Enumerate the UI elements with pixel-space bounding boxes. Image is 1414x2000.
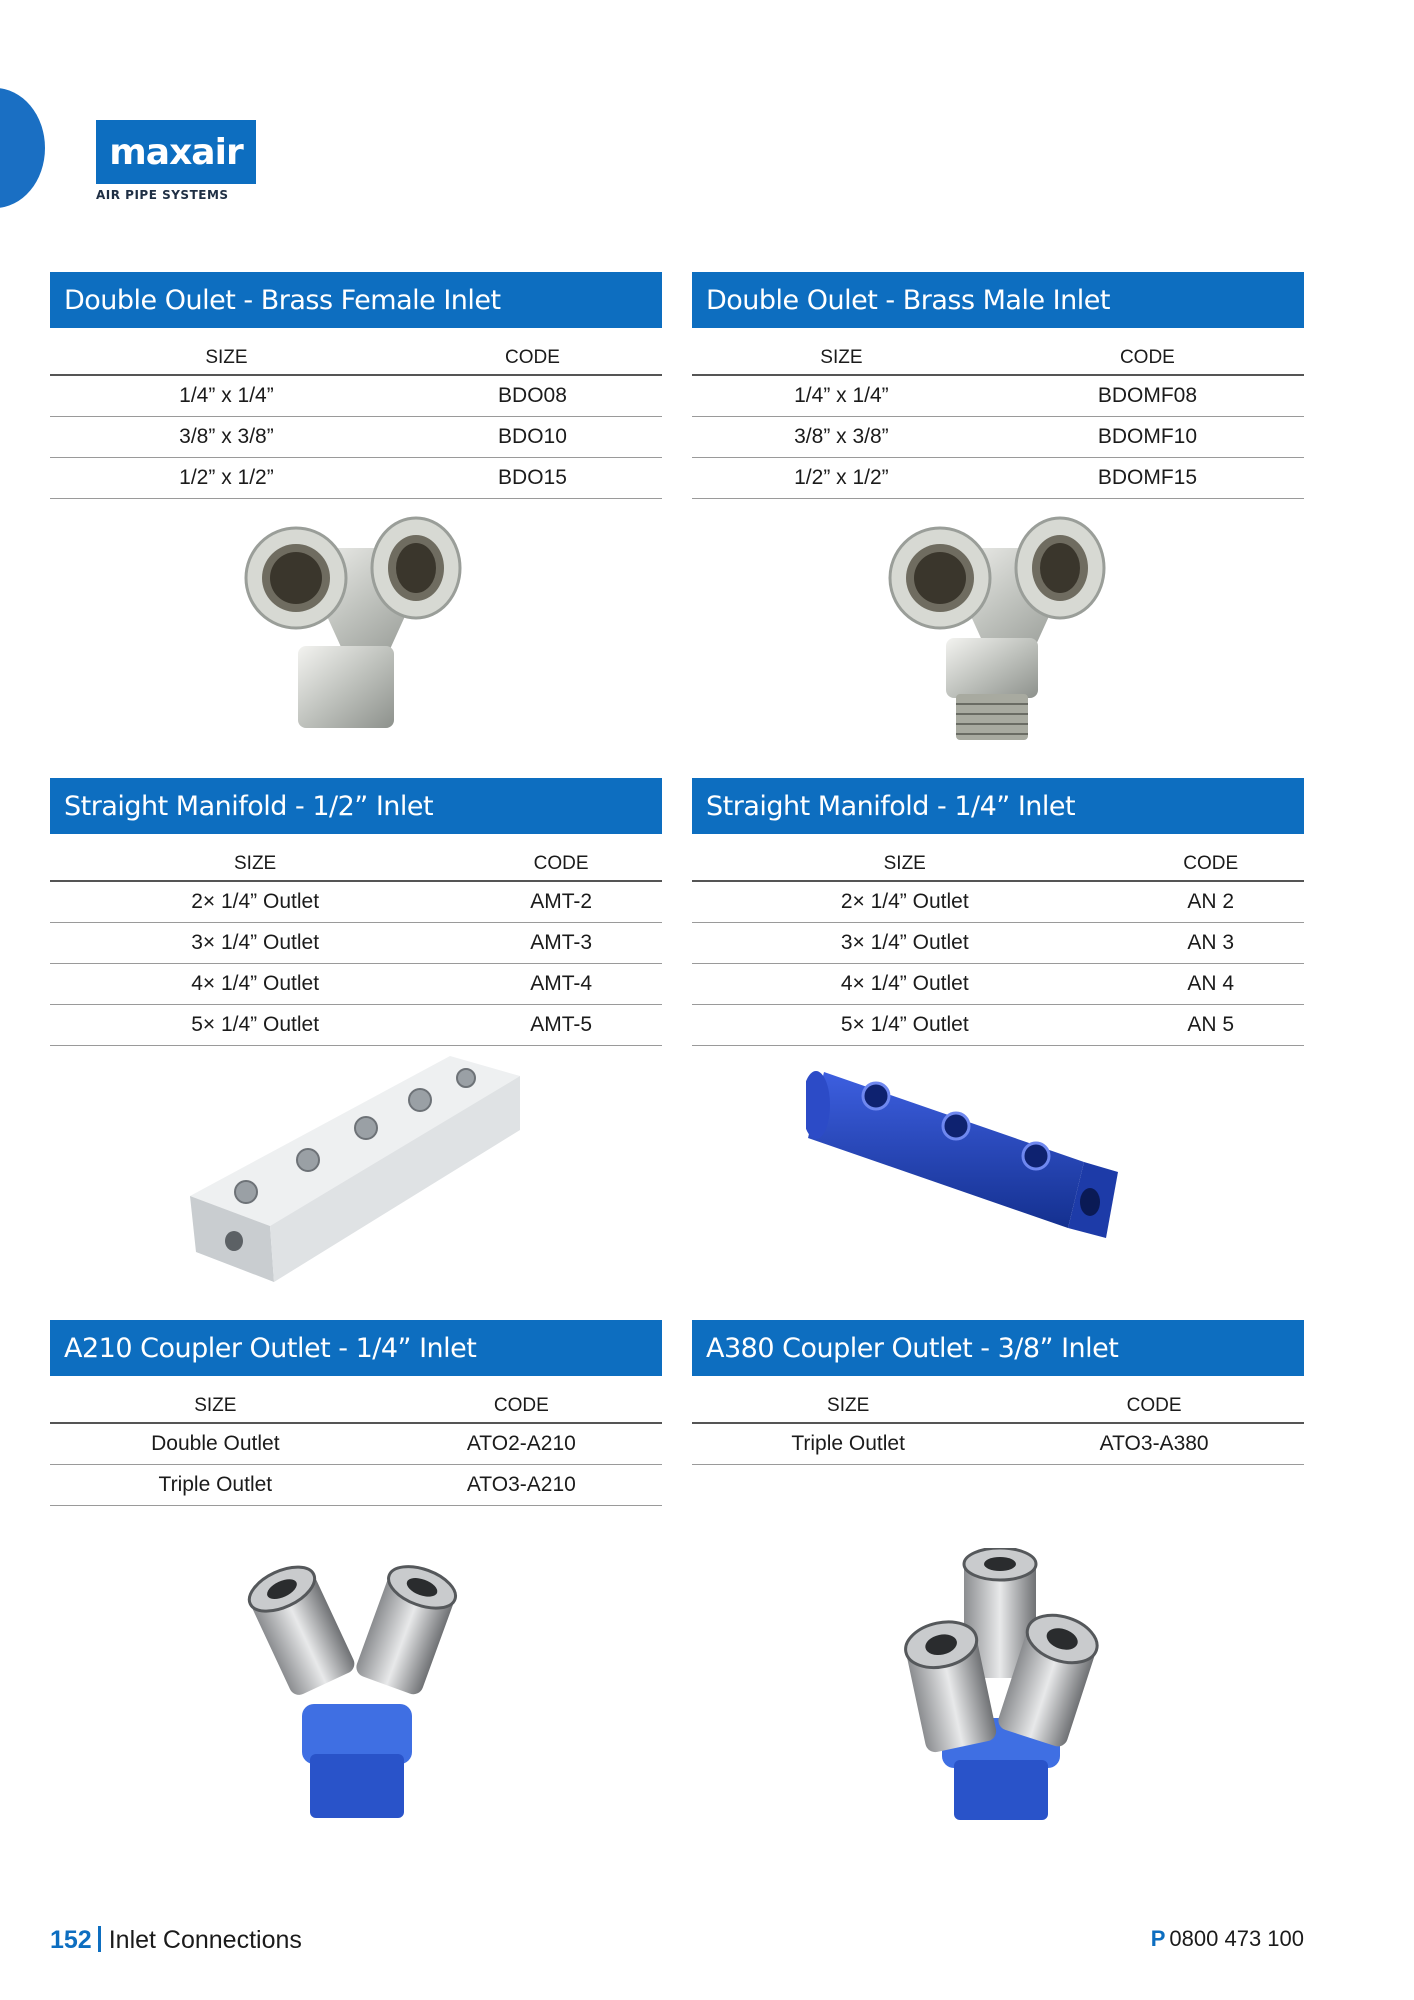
size-column-header: SIZE (50, 1390, 381, 1423)
size-cell: 3× 1/4” Outlet (50, 923, 460, 964)
size-cell: 1/2” x 1/2” (692, 458, 991, 499)
table-row (50, 923, 662, 964)
aluminium-straight-manifold-image (190, 1056, 530, 1286)
product-table (50, 342, 662, 499)
page-tab-marker (0, 88, 45, 208)
code-cell: BDO15 (403, 458, 662, 499)
code-column-header: CODE (1117, 848, 1304, 881)
table-header-row (50, 848, 662, 881)
section-a380-coupler-outlet (692, 1320, 1304, 1465)
phone-prefix: P (1150, 1926, 1166, 1951)
code-cell: BDOMF08 (991, 375, 1304, 417)
section-title: Straight Manifold - 1/2” Inlet (50, 778, 662, 834)
table-header-row (50, 342, 662, 375)
code-cell: AN 4 (1117, 964, 1304, 1005)
section-double-outlet-female (50, 272, 662, 499)
a210-double-coupler-image (244, 1564, 474, 1824)
table-header-row (692, 848, 1304, 881)
size-cell: 3× 1/4” Outlet (692, 923, 1117, 964)
table-header-row (692, 342, 1304, 375)
table-row (692, 923, 1304, 964)
brand-tagline: AIR PIPE SYSTEMS (96, 188, 229, 202)
size-column-header: SIZE (50, 848, 460, 881)
code-cell: AN 2 (1117, 881, 1304, 923)
section-straight-manifold-quarter-inch (692, 778, 1304, 1046)
size-cell: 1/4” x 1/4” (50, 375, 403, 417)
size-cell: 3/8” x 3/8” (692, 417, 991, 458)
code-cell: AMT-4 (460, 964, 662, 1005)
brass-y-fitting-female-image (236, 508, 476, 738)
size-column-header: SIZE (50, 342, 403, 375)
code-column-header: CODE (403, 342, 662, 375)
table-row (692, 458, 1304, 499)
product-table (692, 1390, 1304, 1465)
table-row (692, 1005, 1304, 1046)
page-footer-right (1151, 1926, 1304, 1952)
size-cell: 1/4” x 1/4” (692, 375, 991, 417)
code-column-header: CODE (1004, 1390, 1304, 1423)
size-cell: 2× 1/4” Outlet (692, 881, 1117, 923)
table-row (50, 1005, 662, 1046)
section-title: A210 Coupler Outlet - 1/4” Inlet (50, 1320, 662, 1376)
code-cell: ATO3-A210 (381, 1465, 662, 1506)
section-double-outlet-male (692, 272, 1304, 499)
size-cell: Triple Outlet (692, 1423, 1004, 1465)
table-row (50, 375, 662, 417)
table-row (50, 417, 662, 458)
table-row (692, 417, 1304, 458)
table-row (50, 881, 662, 923)
code-column-header: CODE (991, 342, 1304, 375)
table-row (692, 1423, 1304, 1465)
size-column-header: SIZE (692, 342, 991, 375)
table-row (50, 964, 662, 1005)
code-column-header: CODE (381, 1390, 662, 1423)
table-row (692, 881, 1304, 923)
brass-y-fitting-male-image (880, 508, 1120, 748)
product-table (50, 848, 662, 1046)
section-title: A380 Coupler Outlet - 3/8” Inlet (692, 1320, 1304, 1376)
table-row (50, 1465, 662, 1506)
footer-divider (98, 1926, 101, 1952)
size-cell: 5× 1/4” Outlet (50, 1005, 460, 1046)
size-cell: 3/8” x 3/8” (50, 417, 403, 458)
code-cell: AN 3 (1117, 923, 1304, 964)
section-title: Double Oulet - Brass Male Inlet (692, 272, 1304, 328)
section-name: Inlet Connections (108, 1926, 302, 1954)
code-cell: ATO2-A210 (381, 1423, 662, 1465)
size-cell: 2× 1/4” Outlet (50, 881, 460, 923)
blue-straight-manifold-image (806, 1062, 1126, 1242)
size-cell: Triple Outlet (50, 1465, 381, 1506)
size-cell: Double Outlet (50, 1423, 381, 1465)
page-footer-left (50, 1926, 302, 1955)
size-cell: 1/2” x 1/2” (50, 458, 403, 499)
section-title: Straight Manifold - 1/4” Inlet (692, 778, 1304, 834)
section-straight-manifold-half-inch (50, 778, 662, 1046)
page-number: 152 (50, 1926, 92, 1954)
code-cell: BDOMF10 (991, 417, 1304, 458)
a380-triple-coupler-image (896, 1548, 1116, 1828)
size-column-header: SIZE (692, 1390, 1004, 1423)
brand-wordmark: maxair (96, 120, 256, 184)
code-cell: AMT-3 (460, 923, 662, 964)
table-row (50, 1423, 662, 1465)
code-cell: AMT-2 (460, 881, 662, 923)
brand-logo (96, 120, 256, 202)
code-cell: BDO08 (403, 375, 662, 417)
phone-number: 0800 473 100 (1169, 1926, 1304, 1951)
code-cell: AMT-5 (460, 1005, 662, 1046)
table-header-row (692, 1390, 1304, 1423)
product-table (692, 848, 1304, 1046)
table-row (50, 458, 662, 499)
product-table (692, 342, 1304, 499)
code-cell: AN 5 (1117, 1005, 1304, 1046)
table-row (692, 964, 1304, 1005)
size-cell: 4× 1/4” Outlet (692, 964, 1117, 1005)
table-header-row (50, 1390, 662, 1423)
size-column-header: SIZE (692, 848, 1117, 881)
code-cell: BDO10 (403, 417, 662, 458)
code-cell: BDOMF15 (991, 458, 1304, 499)
product-table (50, 1390, 662, 1506)
size-cell: 5× 1/4” Outlet (692, 1005, 1117, 1046)
code-cell: ATO3-A380 (1004, 1423, 1304, 1465)
size-cell: 4× 1/4” Outlet (50, 964, 460, 1005)
section-title: Double Oulet - Brass Female Inlet (50, 272, 662, 328)
table-row (692, 375, 1304, 417)
code-column-header: CODE (460, 848, 662, 881)
section-a210-coupler-outlet (50, 1320, 662, 1506)
